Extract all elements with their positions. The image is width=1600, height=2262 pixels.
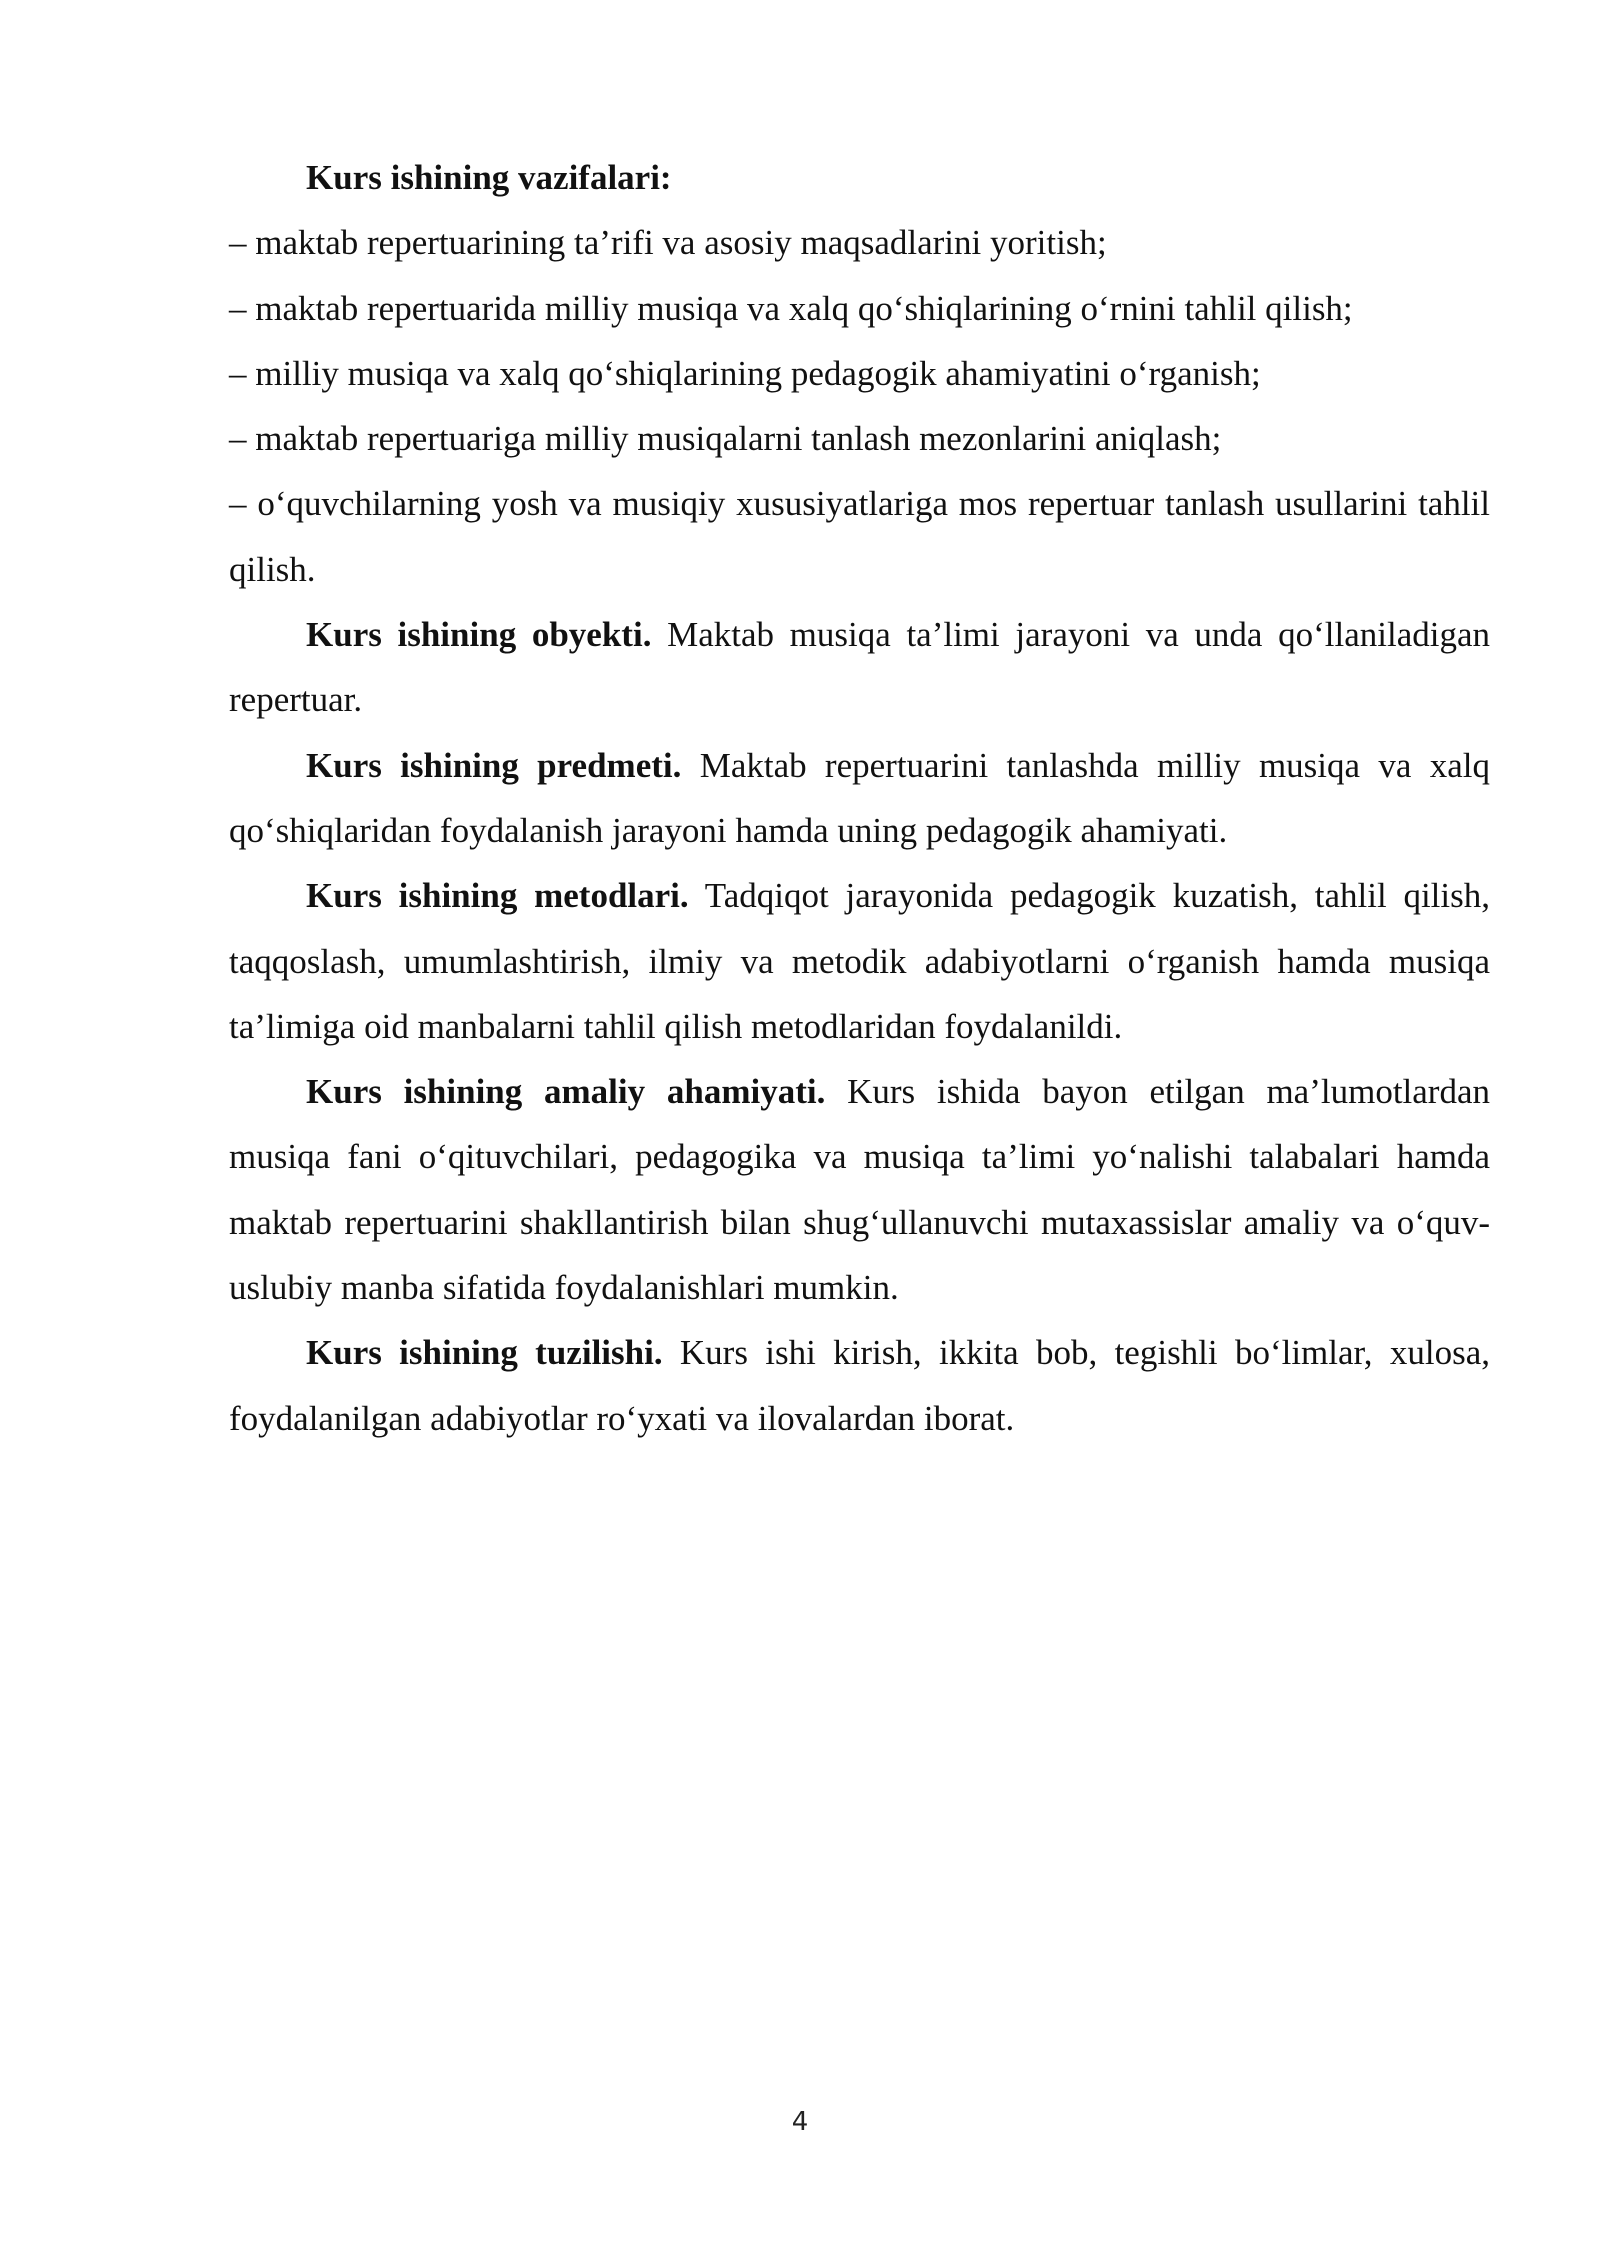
practical-significance-title: Kurs ishining amaliy ahamiyati. bbox=[306, 1072, 826, 1112]
methods-title: Kurs ishining metodlari. bbox=[306, 876, 689, 916]
practical-significance-paragraph bbox=[229, 1059, 1490, 1320]
subject-paragraph bbox=[229, 733, 1490, 864]
task-item-4: – maktab repertuariga milliy musiqalarni tanlash mezonlarini aniqlash; bbox=[229, 419, 1222, 459]
object-text: Maktab musiqa ta’limi jarayoni va unda qo‘llaniladigan repertuar. bbox=[229, 615, 1490, 720]
practical-significance-text: Kurs ishida bayon etilgan ma’lumotlardan musiqa fani o‘qituvchilari, pedagogika va musiqa ta’limi yo‘nalishi talabalari hamda maktab repertuarini shakllantirish bilan shug‘ullanuvchi mutaxassislar amaliy va o‘quv-uslubiy manba sifatida foydalanishlari mumkin. bbox=[229, 1072, 1490, 1308]
subject-text: Maktab repertuarini tanlashda milliy musiqa va xalq qo‘shiqlaridan foydalanish jarayoni hamda uning pedagogik ahamiyati. bbox=[229, 745, 1490, 850]
structure-text: Kurs ishi kirish, ikkita bob, tegishli bo‘limlar, xulosa, foydalanilgan adabiyotlar ro‘yxati va ilovalardan iborat. bbox=[229, 1333, 1491, 1438]
object-paragraph bbox=[229, 602, 1490, 733]
object-title: Kurs ishining obyekti. bbox=[306, 615, 652, 655]
structure-title: Kurs ishining tuzilishi. bbox=[306, 1333, 663, 1373]
task-item-1: – maktab repertuarining ta’rifi va asosiy maqsadlarini yoritish; bbox=[229, 223, 1107, 263]
methods-paragraph bbox=[229, 863, 1490, 1059]
task-item-3: – milliy musiqa va xalq qo‘shiqlarining pedagogik ahamiyatini o‘rganish; bbox=[229, 353, 1261, 393]
task-item-2: – maktab repertuarida milliy musiqa va xalq qo‘shiqlarining o‘rnini tahlil qilish; bbox=[229, 288, 1353, 328]
page-number: 4 bbox=[791, 2107, 809, 2137]
subject-title: Kurs ishining predmeti. bbox=[306, 745, 682, 785]
page-body bbox=[229, 145, 1490, 1451]
structure-paragraph bbox=[229, 1320, 1490, 1451]
methods-text: Tadqiqot jarayonida pedagogik kuzatish, tahlil qilish, taqqoslash, umumlashtirish, ilmiy va metodik adabiyotlarni o‘rganish hamda musiqa ta’limiga oid manbalarni tahlil qilish metodlaridan foydalanildi. bbox=[229, 876, 1491, 1046]
task-item-5: – o‘quvchilarning yosh va musiqiy xususiyatlariga mos repertuar tanlash usullarini tahlil qilish. bbox=[229, 484, 1490, 589]
tasks-heading: Kurs ishining vazifalari: bbox=[306, 158, 672, 197]
